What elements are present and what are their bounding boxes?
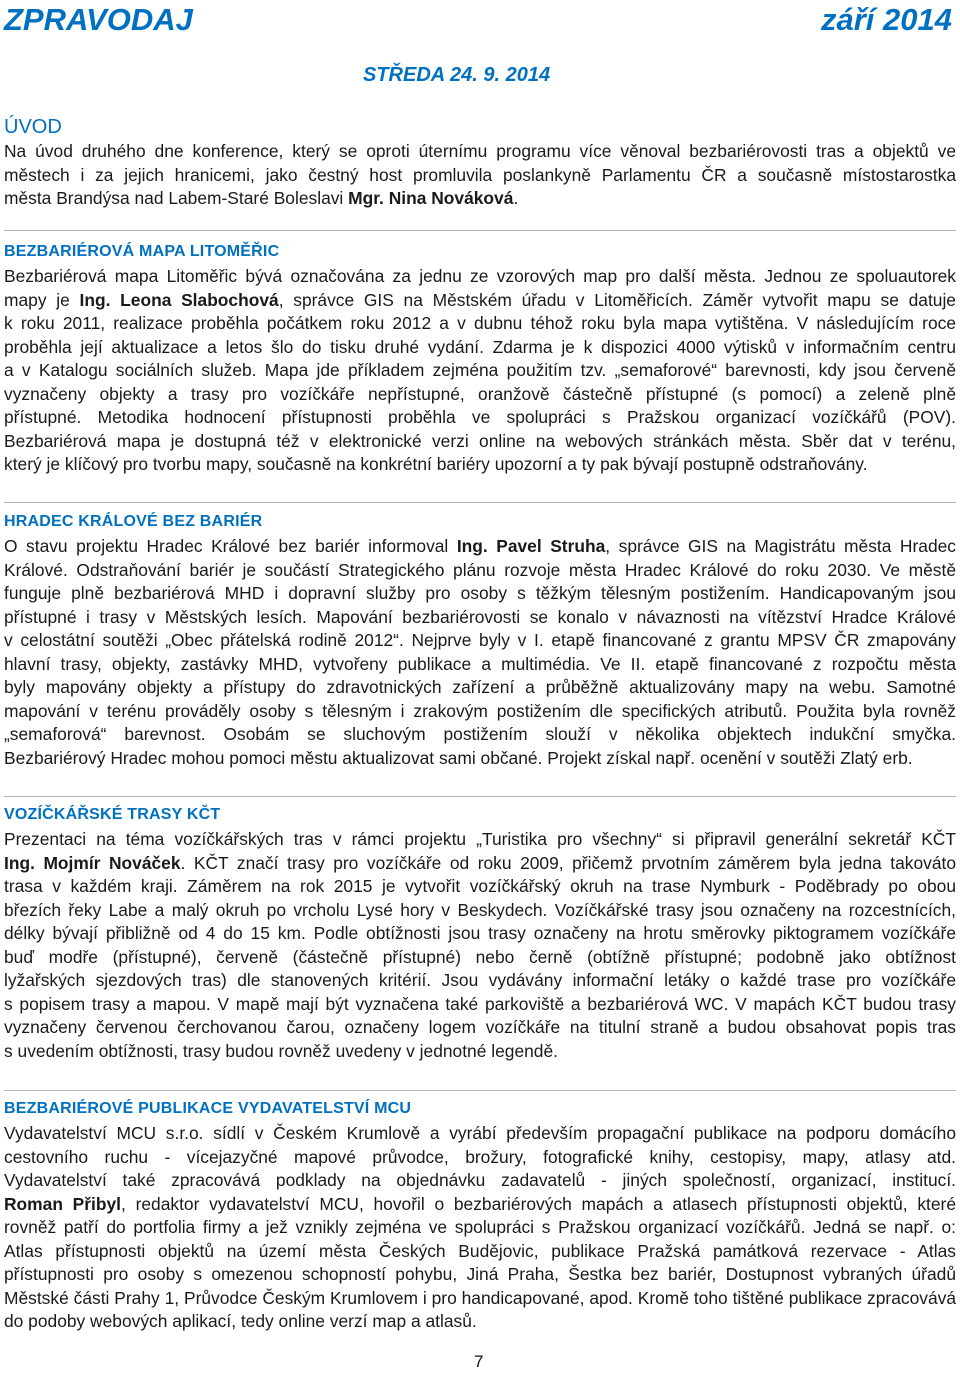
paragraph-line <box>4 1193 956 1217</box>
paragraph-line: lyžařských sjezdových tras) dle stanovených kritérií. Jsou vydávány informační letáky o každé trase pro vozíčkáře <box>4 970 956 990</box>
paragraph-line: přístupné. Metodika hodnocení přístupnosti proběhla ve spolupráci s Pražskou organizací vozíčkářů (POV). <box>4 407 956 427</box>
paragraph-line: s uvedením obtížnosti, trasy budou rovněž uvedeny v jednotné legendě. <box>4 1040 558 1061</box>
paragraph-line: Bezbariérová mapa Litoměřic bývá označována za jednu ze vzorových map pro další města. Jednou ze spoluautorek <box>4 266 956 286</box>
newsletter-title: ZPRAVODAJ <box>4 2 193 37</box>
speaker-name: Ing. Mojmír Nováček <box>4 852 181 873</box>
speaker-name: Mgr. Nina Nováková <box>348 188 514 208</box>
paragraph-line: který je klíčový pro tvorbu mapy, současně na konkrétní bariéry upozorní a ty pak bývají postupně odstraňovány. <box>4 454 868 474</box>
text-run: . <box>513 188 519 208</box>
day-date: STŘEDA 24. 9. 2014 <box>363 64 551 86</box>
hradec-paragraph <box>4 535 956 770</box>
section-heading-litomerice: BEZBARIÉROVÁ MAPA LITOMĚŘIC <box>4 243 280 260</box>
paragraph-line: v celostátní soutěži „Obec přátelská rodině 2012“. Nejprve byly v I. etapě financované z grantu MPSV ČR zmapovány <box>4 630 956 650</box>
speaker-name: Ing. Leona Slabochová <box>79 289 279 310</box>
speaker-name: Roman Přibyl <box>4 1193 121 1214</box>
paragraph-line: Městské části Prahy 1, Průvodce Českým Krumlovem i pro handicapované, apod. Kromě toho tištěné publikace zpracovává <box>4 1287 956 1308</box>
paragraph-line: a v Katalogu sociálních služeb. Mapa jde příkladem zejména použitím tzv. „semaforové“ barevnosti, kdy jsou červeně <box>4 360 956 380</box>
paragraph-line: vyznačeny objekty a trasy pro vozíčkáře nepřístupné, oranžově částečně přístupné (s pomocí) a zeleně plně <box>4 383 956 404</box>
text-run: , redaktor vydavatelství MCU, hovořil o bezbariérových mapách a atlasech přístupnosti objektů, které <box>121 1193 956 1214</box>
paragraph-line: Bezbariérová mapa je dostupná též v elektronické verzi online na webových stránkách města. Sběr dat v terénu, <box>4 430 956 451</box>
paragraph-line: buď modře (přístupné), červeně (částečně přístupné) nebo černě (obtížně přístupné; podobně jako obtížnost <box>4 946 956 967</box>
speaker-name: Ing. Pavel Struha <box>456 536 606 556</box>
paragraph-line: mapování v terénu prováděly osoby s tělesným i zrakovým postižením dle specifických atributů. Použita byla rovněž <box>4 700 956 721</box>
paragraph-line: Vydavatelství MCU s.r.o. sídlí v Českém Krumlově a vyrábí především propagační publikace na podporu domácího <box>4 1123 956 1143</box>
text-run: , správce GIS na Městském úřadu v Litoměřicích. Záměr vytvořit mapu se datuje <box>278 289 956 310</box>
paragraph-line: vyznačeny červenou čerchovanou čarou, označeny logem vozíčkáře na titulní straně a budou obsahovat popis tras <box>4 1017 956 1037</box>
section-divider <box>4 1090 956 1091</box>
section-divider <box>4 796 956 797</box>
paragraph-line: hlavní trasy, objekty, zastávky MHD, vytvořeny publikace a multimédia. Ve II. etapě financované z rozpočtu města <box>4 653 956 674</box>
paragraph-line: byly mapovány objekty a přístupy do zdravotnických zařízení a průběžně aktualizovány mapy na webu. Samotné <box>4 677 956 697</box>
paragraph-line: Na úvod druhého dne konference, který se oproti úternímu programu více věnoval bezbariérovosti tras a objektů ve <box>4 141 956 161</box>
paragraph-line: Vydavatelství také zpracovává podklady na objednávku zadavatelů - jiných společností, organizací, institucí. <box>4 1170 956 1190</box>
paragraph-line: trasa v každém kraji. Záměrem na rok 2015 je vytvořit vozíčkářský okruh na trase Nymburk - Poděbrady po obou <box>4 876 956 896</box>
paragraph-line: přístupnosti pro osoby s omezenou schopností pohybu, Jiná Praha, Šestka bez bariér, Dostupnost vybraných úřadů <box>4 1264 956 1284</box>
paragraph-line <box>4 535 956 559</box>
paragraph-line: Atlas přístupnosti objektů na území města Českých Budějovic, publikace Pražská památková rezervace - Atlas <box>4 1240 956 1261</box>
paragraph-line: délky bývají přibližně od 4 do 15 km. Podle obtížnosti jsou trasy označeny na hrotu směrovky piktogramem vozíčkáře <box>4 923 956 943</box>
text-run: mapy je <box>4 289 80 310</box>
section-divider <box>4 502 956 503</box>
paragraph-line: „semaforová“ barevnost. Osobám se sluchovým postižením slouží v několika objektech indukční smyčka. <box>4 724 956 744</box>
paragraph-line: Králové. Odstraňování bariér je součástí Strategického plánu rozvoje města Hradec Králové do roku 2030. Ve městě <box>4 559 956 580</box>
section-heading-mcu: BEZBARIÉROVÉ PUBLIKACE VYDAVATELSTVÍ MCU <box>4 1100 412 1117</box>
section-heading-hradec: HRADEC KRÁLOVÉ BEZ BARIÉR <box>4 513 263 530</box>
paragraph-line <box>4 852 956 876</box>
paragraph-line: městech i za jejich hranicemi, jako čestný host promluvila poslankyně Parlamentu ČR a současně místostarostka <box>4 164 956 185</box>
paragraph-line: Prezentaci na téma vozíčkářských tras v rámci projektu „Turistika pro všechny“ si připravil generální sekretář KČT <box>4 829 956 849</box>
paragraph-line: březích řeky Labe a malý okruh po vrcholu Lysé hory v Beskydech. Vozíčkářské trasy jsou označeny na rozcestnících, <box>4 899 956 920</box>
paragraph-line: Bezbariérový Hradec mohou pomoci městu aktualizovat sami občané. Projekt získal např. ocenění v soutěži Zlatý erb. <box>4 747 913 768</box>
litomerice-paragraph <box>4 265 956 477</box>
paragraph-line: funguje plně bezbariérová MHD i dopravní služby pro osoby s těžkým tělesným postižením. Handicapovaným jsou <box>4 583 956 603</box>
intro-heading: ÚVOD <box>4 116 62 138</box>
paragraph-line: s popisem trasy a mapou. V mapě mají být vyznačena také parkoviště a bezbariérová WC. V mapách KČT budou trasy <box>4 993 956 1014</box>
section-heading-kct: VOZÍČKÁŘSKÉ TRASY KČT <box>4 806 221 823</box>
intro-paragraph <box>4 140 956 211</box>
paragraph-line: cestovního ruchu - vícejazyčné mapové průvodce, brožury, fotografické knihy, cestopisy, mapy, atlasy atd. <box>4 1146 956 1167</box>
newsletter-header <box>0 0 960 40</box>
text-run: , správce GIS na Magistrátu města Hradec <box>605 536 956 556</box>
issue-date: září 2014 <box>821 2 952 37</box>
paragraph-line: k roku 2011, realizace proběhla počátkem roku 2012 a v dubnu téhož roku byla mapa vytištěna. V následujícím roce <box>4 313 956 333</box>
paragraph-line: rovněž patří do portfolia firmy a jež vznikly zejména ve spolupráci s Pražskou organizací vozíčkářů. Jedná se např. o: <box>4 1217 956 1237</box>
section-divider <box>4 230 956 231</box>
text-run: . KČT značí trasy pro vozíčkáře od roku 2009, přičemž prvotním záměrem byla jedna takováto <box>180 852 957 873</box>
paragraph-line <box>4 289 956 313</box>
text-run: města Brandýsa nad Labem-Staré Boleslavi <box>4 188 349 208</box>
paragraph-line: do podoby webových aplikací, tedy online verzí map a atlasů. <box>4 1311 477 1331</box>
paragraph-line: přístupné i trasy v Městských lesích. Mapování bezbariérovosti se konalo v návaznosti na vítězství Hradce Králové <box>4 606 956 627</box>
kct-paragraph <box>4 828 956 1063</box>
text-run: O stavu projektu Hradec Králové bez bariér informoval <box>4 536 457 556</box>
mcu-paragraph <box>4 1122 956 1334</box>
paragraph-line <box>4 187 956 211</box>
paragraph-line: proběhla její aktualizace a letos šlo do tisku druhé vydání. Zdarma je k dispozici 4000 výtisků v informačním centru <box>4 336 956 357</box>
page-number: 7 <box>474 1352 484 1371</box>
